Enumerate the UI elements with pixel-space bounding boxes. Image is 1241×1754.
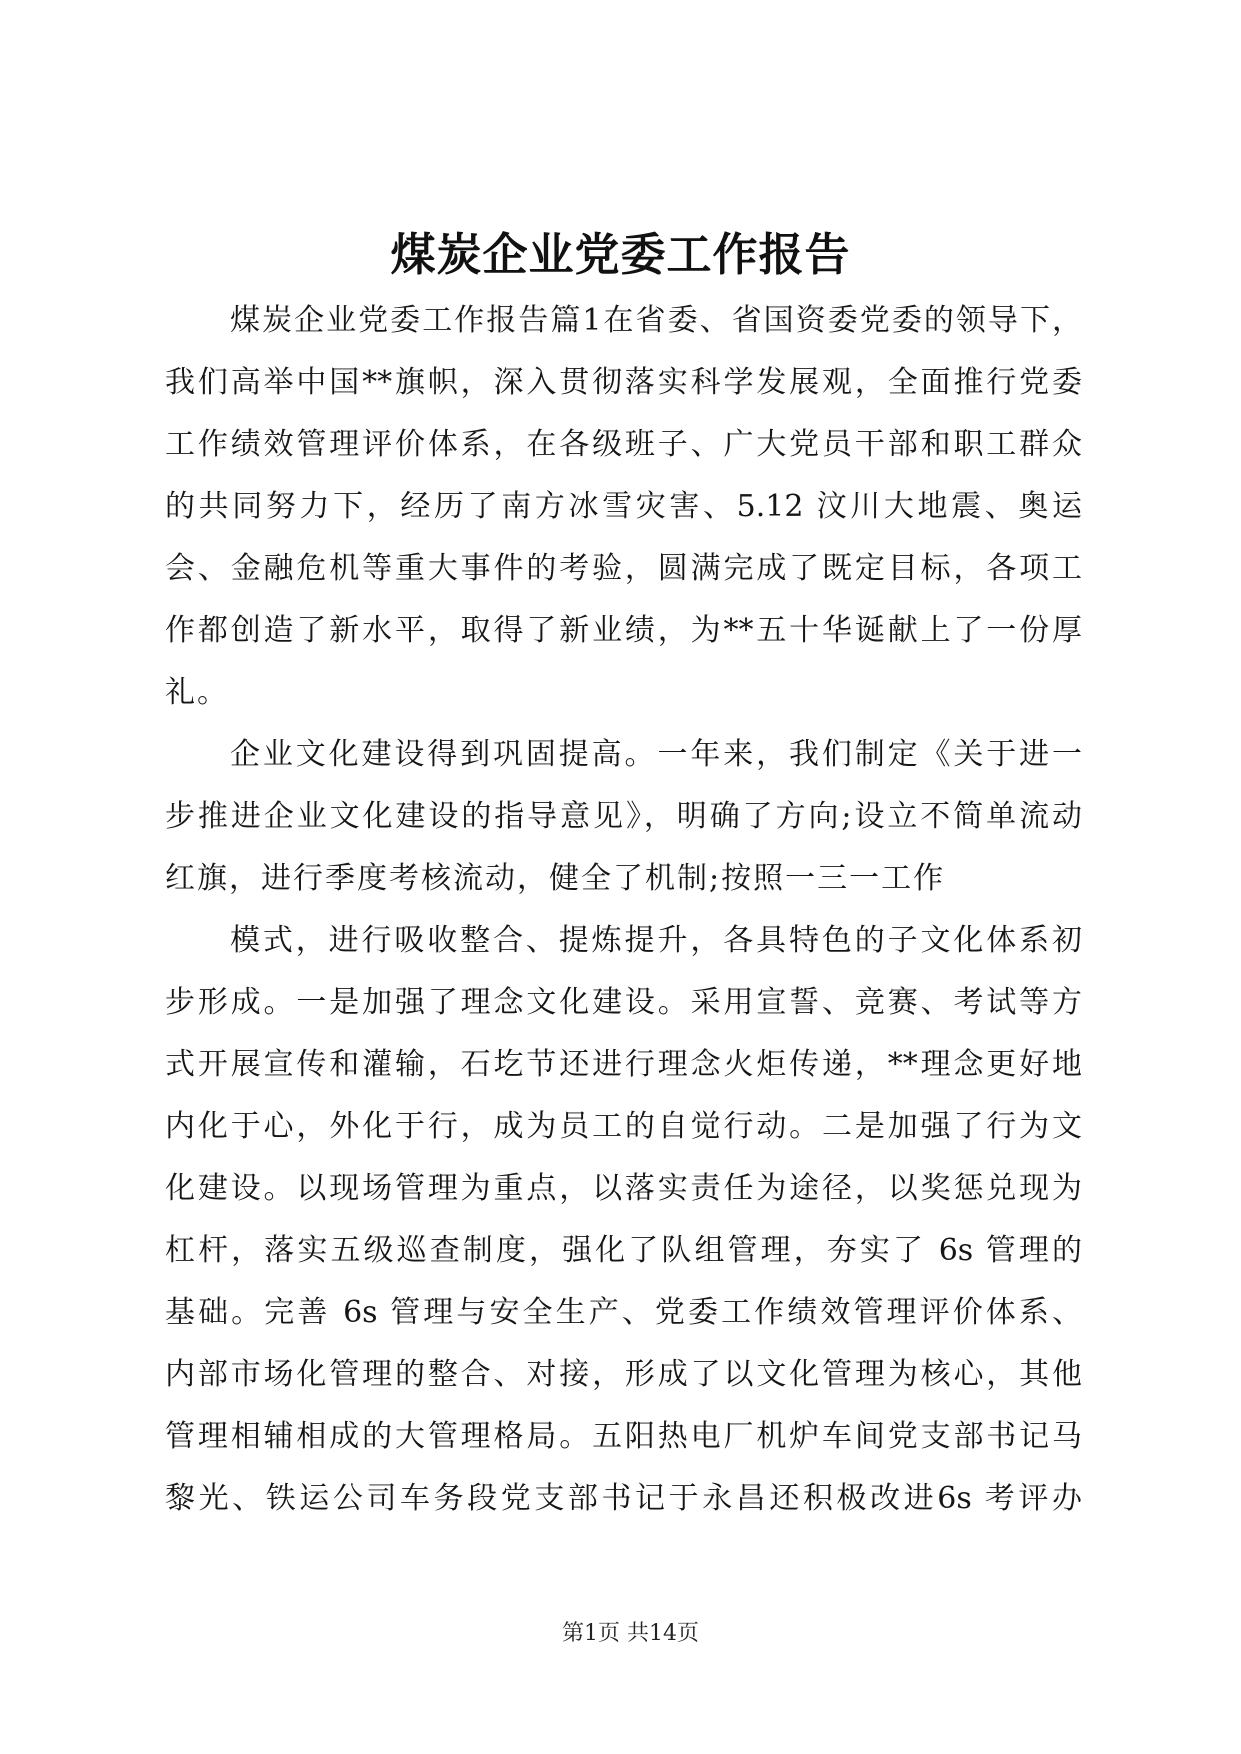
paragraph-line: 步形成。一是加强了理念文化建设。采用宣誓、竞赛、考试等方 <box>165 985 1082 1020</box>
paragraph-line: 红旗，进行季度考核流动，健全了机制;按照一三一工作 <box>165 861 946 896</box>
paragraph-line: 工作绩效管理评价体系，在各级班子、广大党员干部和职工群众 <box>165 427 1082 462</box>
paragraph-1 <box>165 290 1082 724</box>
paragraph-line: 我们高举中国**旗帜，深入贯彻落实科学发展观，全面推行党委 <box>165 365 1082 400</box>
paragraph-line: 的共同努力下，经历了南方冰雪灾害、5.12 汶川大地震、奥运 <box>165 489 1082 524</box>
paragraph-line: 模式，进行吸收整合、提炼提升，各具特色的子文化体系初 <box>230 923 1082 958</box>
paragraph-line: 礼。 <box>165 675 229 710</box>
paragraph-line: 煤炭企业党委工作报告篇1在省委、省国资委党委的领导下， <box>230 303 1082 338</box>
paragraph-line: 企业文化建设得到巩固提高。一年来，我们制定《关于进一 <box>230 737 1082 772</box>
paragraph-line: 式开展宣传和灌输，石圪节还进行理念火炬传递，**理念更好地 <box>165 1047 1082 1082</box>
paragraph-line: 化建设。以现场管理为重点，以落实责任为途径，以奖惩兑现为 <box>165 1171 1082 1206</box>
paragraph-line: 会、金融危机等重大事件的考验，圆满完成了既定目标，各项工 <box>165 551 1082 586</box>
paragraph-line: 内化于心，外化于行，成为员工的自觉行动。二是加强了行为文 <box>165 1109 1082 1144</box>
paragraph-line: 黎光、铁运公司车务段党支部书记于永昌还积极改进6s 考评办 <box>165 1481 1082 1516</box>
paragraph-line: 杠杆，落实五级巡查制度，强化了队组管理，夯实了 6s 管理的 <box>165 1233 1082 1268</box>
paragraph-line: 作都创造了新水平，取得了新业绩，为**五十华诞献上了一份厚 <box>165 613 1082 648</box>
document-body <box>165 290 1082 1530</box>
paragraph-3 <box>165 910 1082 1530</box>
paragraph-2 <box>165 724 1082 910</box>
paragraph-line: 基础。完善 6s 管理与安全生产、党委工作绩效管理评价体系、 <box>165 1295 1082 1330</box>
document-title: 煤炭企业党委工作报告 <box>390 228 851 281</box>
paragraph-line: 步推进企业文化建设的指导意见》，明确了方向;设立不简单流动 <box>165 799 1082 834</box>
paragraph-line: 管理相辅相成的大管理格局。五阳热电厂机炉车间党支部书记马 <box>165 1419 1082 1454</box>
paragraph-line: 内部市场化管理的整合、对接，形成了以文化管理为核心，其他 <box>165 1357 1082 1392</box>
page-footer: 第1页 共14页 <box>562 1621 699 1646</box>
